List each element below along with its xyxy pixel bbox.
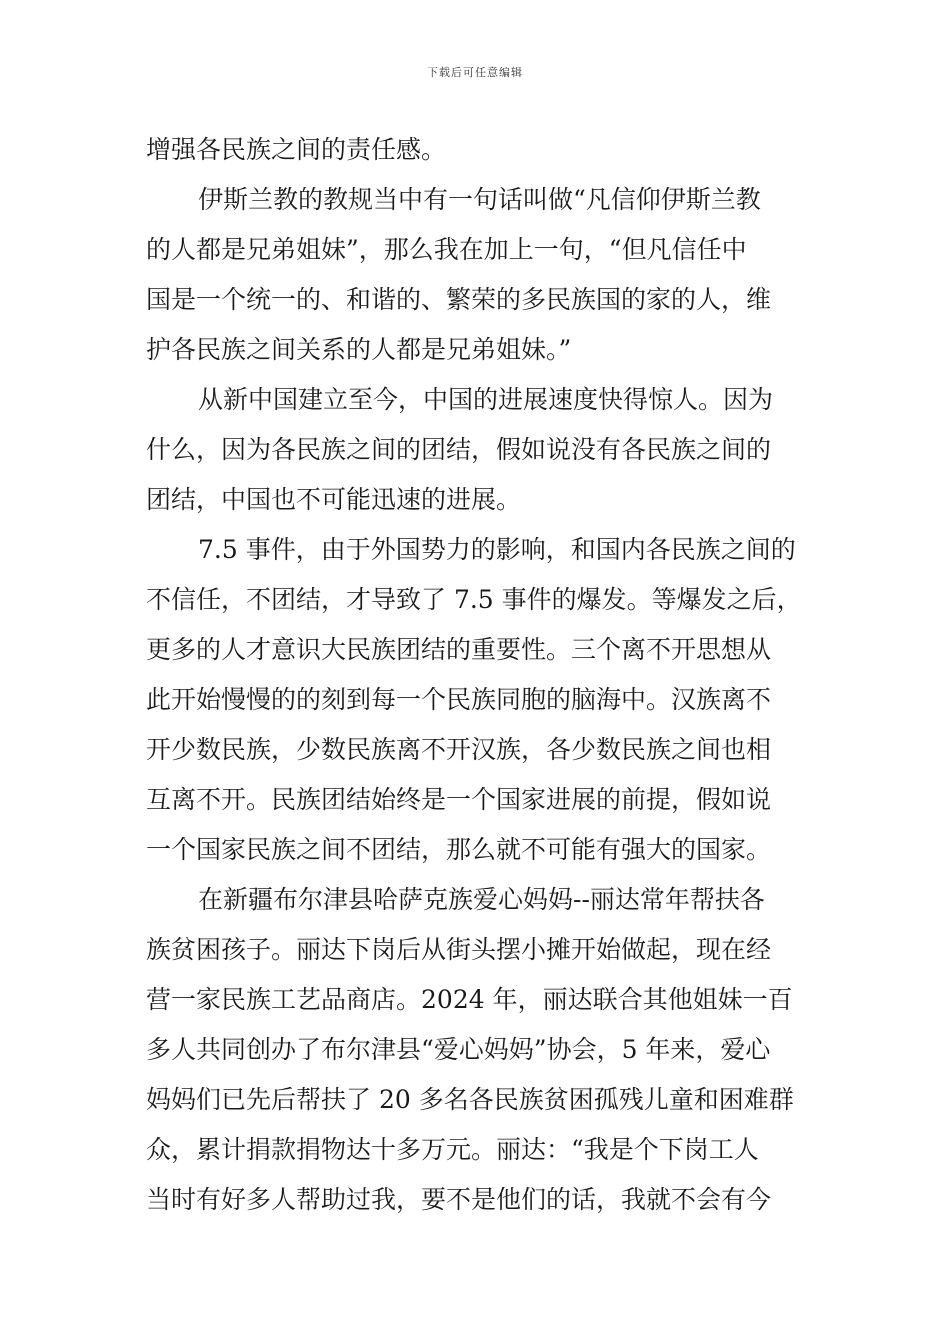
text-line: 一个国家民族之间不团结，那么就不可能有强大的国家。 (146, 835, 772, 864)
text-line: 从新中国建立至今，中国的进展速度快得惊人。因为 (198, 385, 774, 414)
text-line: 团结，中国也不可能迅速的进展。 (146, 485, 522, 514)
text-line: 众，累计捐款捐物达十多万元。丽达：“我是个下岗工人 (146, 1135, 759, 1164)
text-line: 伊斯兰教的教规当中有一句话叫做“凡信仰伊斯兰教 (198, 185, 761, 214)
text-line: 此开始慢慢的的刻到每一个民族同胞的脑海中。汉族离不 (146, 685, 772, 714)
text-line: 增强各民族之间的责任感。 (146, 135, 447, 164)
text-line: 国是一个统一的、和谐的、繁荣的多民族国的家的人，维 (146, 285, 772, 314)
page-header-note: 下载后可任意编辑 (427, 66, 523, 79)
text-line: 多人共同创办了布尔津县“爱心妈妈”协会，5 年来，爱心 (146, 1035, 771, 1064)
text-line: 营一家民族工艺品商店。2024 年，丽达联合其他姐妹一百 (146, 985, 793, 1014)
text-line: 不信任，不团结，才导致了 7.5 事件的爆发。等爆发之后， (146, 585, 802, 614)
text-line: 在新疆布尔津县哈萨克族爱心妈妈--丽达常年帮扶各 (198, 885, 765, 914)
text-line: 更多的人才意识大民族团结的重要性。三个离不开思想从 (146, 635, 772, 664)
document-body (146, 125, 806, 1225)
text-line: 护各民族之间关系的人都是兄弟姐妹。” (146, 335, 572, 364)
text-line: 互离不开。民族团结始终是一个国家进展的前提，假如说 (146, 785, 772, 814)
text-line: 的人都是兄弟姐妹”，那么我在加上一句，“但凡信任中 (146, 235, 747, 264)
text-line: 什么，因为各民族之间的团结，假如说没有各民族之间的 (146, 435, 772, 464)
text-line: 妈妈们已先后帮扶了 20 多名各民族贫困孤残儿童和困难群 (146, 1085, 794, 1114)
text-line: 当时有好多人帮助过我，要不是他们的话，我就不会有今 (146, 1185, 772, 1214)
text-line: 族贫困孩子。丽达下岗后从街头摆小摊开始做起，现在经 (146, 935, 772, 964)
text-line: 7.5 事件，由于外国势力的影响，和国内各民族之间的 (198, 535, 796, 564)
text-line: 开少数民族，少数民族离不开汉族，各少数民族之间也相 (146, 735, 772, 764)
